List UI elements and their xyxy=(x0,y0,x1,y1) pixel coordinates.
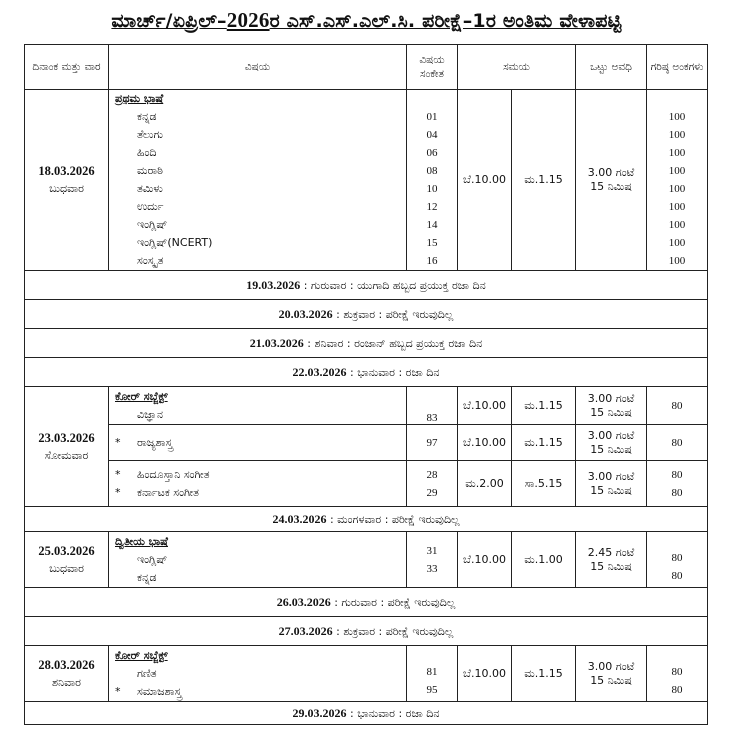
subject-code: 15 xyxy=(426,237,438,249)
end-time: ಮ.1.15 xyxy=(512,387,576,425)
exam-day: ಸೋಮವಾರ xyxy=(44,448,89,462)
exam-date: 18.03.2026 xyxy=(38,164,95,178)
subject-code: 04 xyxy=(426,129,438,141)
subject-cell xyxy=(109,532,407,588)
duration-hours: 2.45 ಗಂಟೆ xyxy=(587,545,635,559)
holiday-date: 27.03.2026 xyxy=(278,623,333,638)
subject-item: ಹಿಂದೂಸ್ತಾನಿ ಸಂಗೀತ xyxy=(137,467,210,481)
holiday-text: : ಮಂಗಳವಾರ : ಪರೀಕ್ಷೆ ಇರುವುದಿಲ್ಲ xyxy=(326,512,460,526)
holiday-date: 22.03.2026 xyxy=(292,364,347,379)
duration-minutes: 15 ನಿಮಿಷ xyxy=(590,559,632,573)
holiday-date: 19.03.2026 xyxy=(246,277,301,292)
start-time: ಬೆ.10.00 xyxy=(458,387,512,425)
subject-item: ಇಂಗ್ಲಿಷ್ xyxy=(137,552,168,566)
date-cell xyxy=(25,646,109,702)
subject-item: ರಾಜ್ಯಶಾಸ್ತ್ರ xyxy=(137,435,173,449)
end-time: ಮ.1.15 xyxy=(512,425,576,461)
subject-code: 29 xyxy=(426,486,438,499)
header-row xyxy=(25,45,708,90)
code-cell xyxy=(407,532,458,588)
max-marks: 100 xyxy=(668,183,686,195)
code-cell xyxy=(407,646,458,702)
subject-item: ಸಂಸ್ಕೃತ xyxy=(137,254,164,267)
table-row xyxy=(25,461,708,507)
subject-group: ಕೋರ್ ಸಬ್ಜೆಕ್ಟ್ xyxy=(115,648,168,662)
exam-timetable xyxy=(24,44,708,725)
subject-cell xyxy=(109,646,407,702)
start-time: ಬೆ.10.00 xyxy=(458,425,512,461)
date-cell xyxy=(25,532,109,588)
end-time: ಮ.1.15 xyxy=(512,646,576,702)
holiday-row xyxy=(25,507,708,532)
holiday-text: : ಭಾನುವಾರ : ರಜಾ ದಿನ xyxy=(346,365,440,379)
date-cell xyxy=(25,90,109,271)
subject-item: ಹಿಂದಿ xyxy=(137,146,157,159)
exam-date: 23.03.2026 xyxy=(38,430,95,445)
exam-day: ಶನಿವಾರ xyxy=(52,675,81,689)
holiday-row xyxy=(25,702,708,725)
subject-cell xyxy=(109,387,407,425)
duration-minutes: 15 ನಿಮಿಷ xyxy=(590,442,632,456)
subject-code: 06 xyxy=(426,147,438,159)
exam-day: ಬುಧವಾರ xyxy=(49,182,84,195)
max-marks: 80 xyxy=(647,425,708,461)
header-subject: ವಿಷಯ xyxy=(109,45,407,90)
header-code: ವಿಷಯ ಸಂಕೇತ xyxy=(407,45,458,90)
header-date: ದಿನಾಂಕ ಮತ್ತು ವಾರ xyxy=(25,45,109,90)
subject-code: 83 xyxy=(407,387,458,425)
duration-cell xyxy=(576,387,647,425)
duration-hours: 3.00 ಗಂಟೆ xyxy=(587,166,635,179)
code-cell xyxy=(407,461,458,507)
header-marks: ಗರಿಷ್ಠ ಅಂಕಗಳು xyxy=(647,45,708,90)
holiday-text: : ಶುಕ್ರವಾರ : ಪರೀಕ್ಷೆ ಇರುವುದಿಲ್ಲ xyxy=(332,307,454,321)
max-marks: 100 xyxy=(668,255,686,267)
holiday-row xyxy=(25,300,708,329)
subject-code: 01 xyxy=(426,111,438,123)
subject-code: 10 xyxy=(426,183,438,195)
holiday-date: 21.03.2026 xyxy=(249,335,304,350)
subject-item: ಸಮಾಜಶಾಸ್ತ್ರ xyxy=(137,684,182,698)
max-marks: 100 xyxy=(668,201,686,213)
subject-item: ತಮಿಳು xyxy=(137,182,163,195)
holiday-text: : ಶುಕ್ರವಾರ : ಪರೀಕ್ಷೆ ಇರುವುದಿಲ್ಲ xyxy=(332,624,454,638)
exam-date: 28.03.2026 xyxy=(38,657,95,672)
subject-group: ದ್ವಿತೀಯ ಭಾಷೆ xyxy=(115,534,168,548)
star-mark: * xyxy=(115,684,121,698)
subject-code: 12 xyxy=(426,201,438,213)
table-row xyxy=(25,425,708,461)
holiday-row xyxy=(25,617,708,646)
subject-group: ಕೋರ್ ಸಬ್ಜೆಕ್ಟ್ xyxy=(115,389,168,403)
holiday-row xyxy=(25,271,708,300)
date-cell xyxy=(25,387,109,507)
max-marks: 80 xyxy=(671,486,683,499)
star-mark: * xyxy=(115,435,121,449)
subject-code: 33 xyxy=(426,562,438,575)
subject-group: ಪ್ರಥಮ ಭಾಷೆ xyxy=(115,92,164,105)
header-duration: ಒಟ್ಟು ಅವಧಿ xyxy=(576,45,647,90)
marks-cell xyxy=(647,646,708,702)
max-marks: 100 xyxy=(668,111,686,123)
subject-item: ಕರ್ನಾಟಕ ಸಂಗೀತ xyxy=(137,485,200,499)
holiday-date: 29.03.2026 xyxy=(292,705,347,720)
max-marks: 80 xyxy=(647,387,708,425)
duration-cell xyxy=(576,425,647,461)
marks-cell xyxy=(647,90,708,271)
subject-code: 16 xyxy=(426,255,438,267)
holiday-row xyxy=(25,588,708,617)
subject-code: 97 xyxy=(407,425,458,461)
table-row xyxy=(25,532,708,588)
duration-hours: 3.00 ಗಂಟೆ xyxy=(587,469,635,483)
max-marks: 100 xyxy=(668,147,686,159)
table-row xyxy=(25,387,708,425)
subject-item: ಮರಾಠಿ xyxy=(137,164,163,177)
header-time: ಸಮಯ xyxy=(458,45,576,90)
end-time: ಸಾ.5.15 xyxy=(512,461,576,507)
star-mark: * xyxy=(115,467,121,481)
holiday-text: : ಗುರುವಾರ : ಪರೀಕ್ಷೆ ಇರುವುದಿಲ್ಲ xyxy=(330,595,456,609)
duration-cell xyxy=(576,90,647,271)
max-marks: 100 xyxy=(668,219,686,231)
subject-item: ಕನ್ನಡ xyxy=(137,110,157,123)
duration-hours: 3.00 ಗಂಟೆ xyxy=(587,428,635,442)
duration-minutes: 15 ನಿಮಿಷ xyxy=(590,180,632,193)
title-suffix: ರ ಎಸ್.ಎಸ್.ಎಲ್.ಸಿ. ಪರೀಕ್ಷೆ–1ರ ಅಂತಿಮ ವೇಳಾಪಟ್ಟಿ xyxy=(269,10,622,32)
subject-code: 28 xyxy=(426,468,438,481)
subject-code: 31 xyxy=(426,544,438,557)
title-year: 2026 xyxy=(226,8,270,32)
holiday-row xyxy=(25,358,708,387)
holiday-text: : ಶನಿವಾರ : ರಂಜಾನ್ ಹಬ್ಬದ ಪ್ರಯುಕ್ತ ರಜಾ ದಿನ xyxy=(303,336,483,350)
duration-hours: 3.00 ಗಂಟೆ xyxy=(587,659,635,673)
subject-item: ತೆಲುಗು xyxy=(137,128,163,141)
holiday-row xyxy=(25,329,708,358)
start-time: ಬೆ.10.00 xyxy=(458,532,512,588)
max-marks: 80 xyxy=(671,551,683,564)
subject-item: ಇಂಗ್ಲಿಷ್(NCERT) xyxy=(137,236,213,249)
marks-cell xyxy=(647,532,708,588)
end-time: ಮ.1.00 xyxy=(512,532,576,588)
duration-minutes: 15 ನಿಮಿಷ xyxy=(590,673,632,687)
exam-day: ಬುಧವಾರ xyxy=(49,561,84,575)
table-row xyxy=(25,646,708,702)
holiday-text: : ಗುರುವಾರ : ಯುಗಾದಿ ಹಬ್ಬದ ಪ್ರಯುಕ್ತ ರಜಾ ದಿನ xyxy=(300,278,486,292)
code-cell xyxy=(407,90,458,271)
subject-item: ಗಣಿತ xyxy=(137,666,157,680)
duration-hours: 3.00 ಗಂಟೆ xyxy=(587,391,635,405)
subject-item: ಕನ್ನಡ xyxy=(137,570,157,584)
start-time: ಮ.2.00 xyxy=(458,461,512,507)
subject-code: 81 xyxy=(426,665,438,678)
subject-cell xyxy=(109,461,407,507)
subject-cell xyxy=(109,90,407,271)
star-mark: * xyxy=(115,485,121,499)
subject-code: 95 xyxy=(426,683,438,696)
subject-item: ಇಂಗ್ಲಿಷ್ xyxy=(137,218,168,231)
duration-cell xyxy=(576,532,647,588)
duration-minutes: 15 ನಿಮಿಷ xyxy=(590,405,632,419)
start-time: ಬೆ.10.00 xyxy=(458,646,512,702)
duration-cell xyxy=(576,646,647,702)
max-marks: 80 xyxy=(671,468,683,481)
subject-code: 14 xyxy=(426,219,438,231)
subject-cell xyxy=(109,425,407,461)
exam-date: 25.03.2026 xyxy=(38,543,95,558)
subject-item: ವಿಜ್ಞಾನ xyxy=(137,407,164,421)
max-marks: 100 xyxy=(668,237,686,249)
max-marks: 80 xyxy=(671,569,683,582)
start-time: ಬೆ.10.00 xyxy=(458,90,512,271)
holiday-date: 26.03.2026 xyxy=(276,594,331,609)
table-row xyxy=(25,90,708,271)
max-marks: 100 xyxy=(668,165,686,177)
duration-minutes: 15 ನಿಮಿಷ xyxy=(590,483,632,497)
subject-item: ಉರ್ದು xyxy=(137,200,164,213)
holiday-text: : ಭಾನುವಾರ : ರಜಾ ದಿನ xyxy=(346,706,440,720)
max-marks: 80 xyxy=(671,683,683,696)
max-marks: 80 xyxy=(671,665,683,678)
marks-cell xyxy=(647,461,708,507)
subject-code: 08 xyxy=(426,165,438,177)
max-marks: 100 xyxy=(668,129,686,141)
end-time: ಮ.1.15 xyxy=(512,90,576,271)
duration-cell xyxy=(576,461,647,507)
page-title xyxy=(0,8,733,33)
holiday-date: 24.03.2026 xyxy=(272,511,327,526)
holiday-date: 20.03.2026 xyxy=(278,306,333,321)
title-prefix: ಮಾರ್ಚ್/ಏಪ್ರಿಲ್– xyxy=(111,10,227,32)
